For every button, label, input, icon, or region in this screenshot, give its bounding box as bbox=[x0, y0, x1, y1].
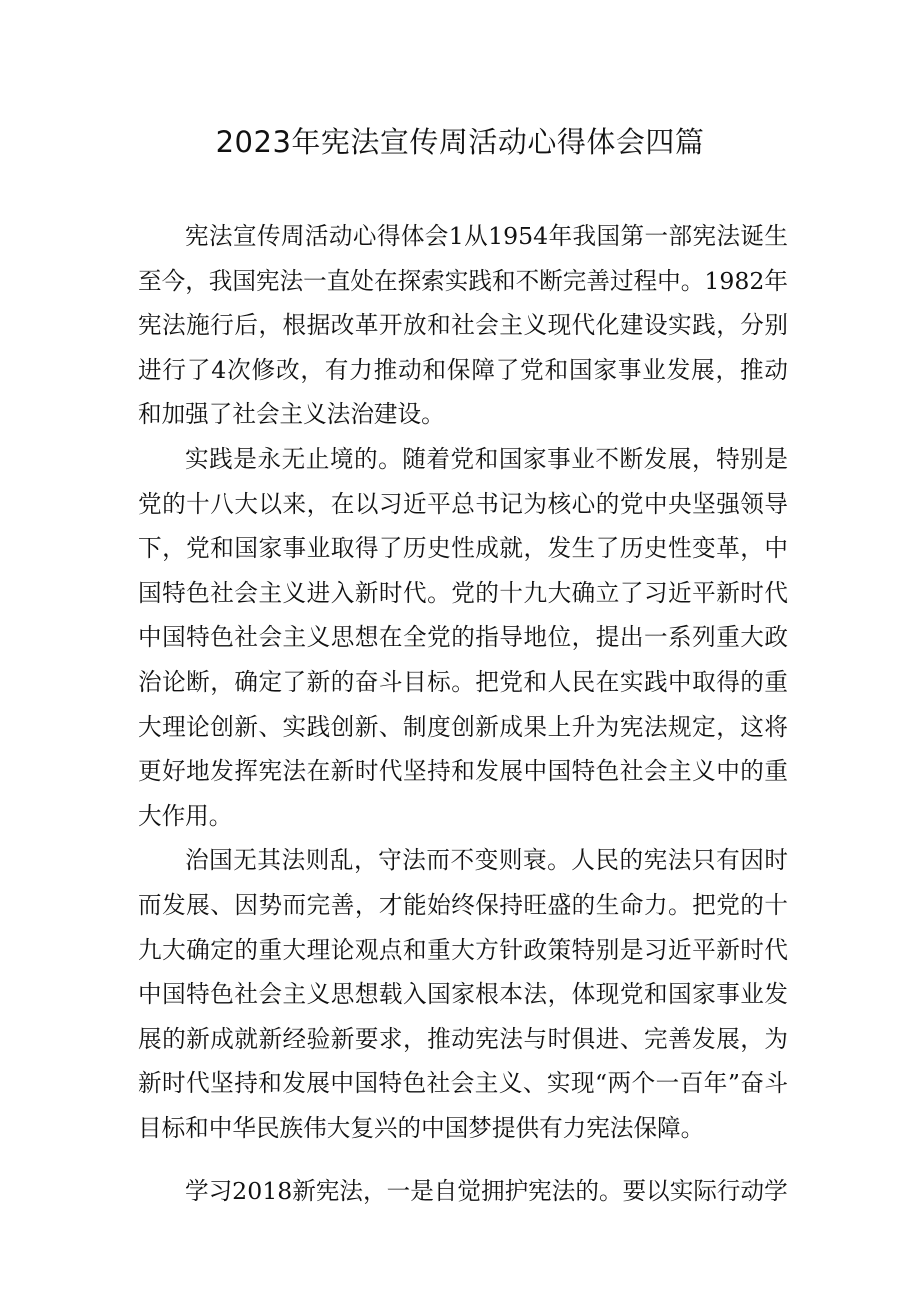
paragraph-2: 实践是永无止境的。随着党和国家事业不断发展，特别是党的十八大以来，在以习近平总书记为核心的党中央坚强领导下，党和国家事业取得了历史性成就，发生了历史性变革，中国特色社会主义进入新时代。党的十九大确立了习近平新时代中国特色社会主义思想在全党的指导地位，提出一系列重大政治论断，确定了新的奋斗目标。把党和人民在实践中取得的重大理论创新、实践创新、制度创新成果上升为宪法规定，这将更好地发挥宪法在新时代坚持和发展中国特色社会主义中的重大作用。 bbox=[138, 444, 788, 830]
document-body bbox=[138, 214, 788, 1214]
document-title: 2023年宪法宣传周活动心得体会四篇 bbox=[215, 125, 705, 159]
paragraph-4: 学习2018新宪法，一是自觉拥护宪法的。要以实际行动学 bbox=[185, 1177, 788, 1206]
paragraph-3: 治国无其法则乱，守法而不变则衰。人民的宪法只有因时而发展、因势而完善，才能始终保持旺盛的生命力。把党的十九大确定的重大理论观点和重大方针政策特别是习近平新时代中国特色社会主义思想载入国家根本法，体现党和国家事业发展的新成就新经验新要求，推动宪法与时俱进、完善发展，为新时代坚持和发展中国特色社会主义、实现“两个一百年”奋斗目标和中华民族伟大复兴的中国梦提供有力宪法保障。 bbox=[138, 846, 788, 1142]
paragraph-1: 宪法宣传周活动心得体会1从1954年我国第一部宪法诞生至今，我国宪法一直处在探索实践和不断完善过程中。1982年宪法施行后，根据改革开放和社会主义现代化建设实践，分别进行了4次修改，有力推动和保障了党和国家事业发展，推动和加强了社会主义法治建设。 bbox=[138, 222, 788, 429]
